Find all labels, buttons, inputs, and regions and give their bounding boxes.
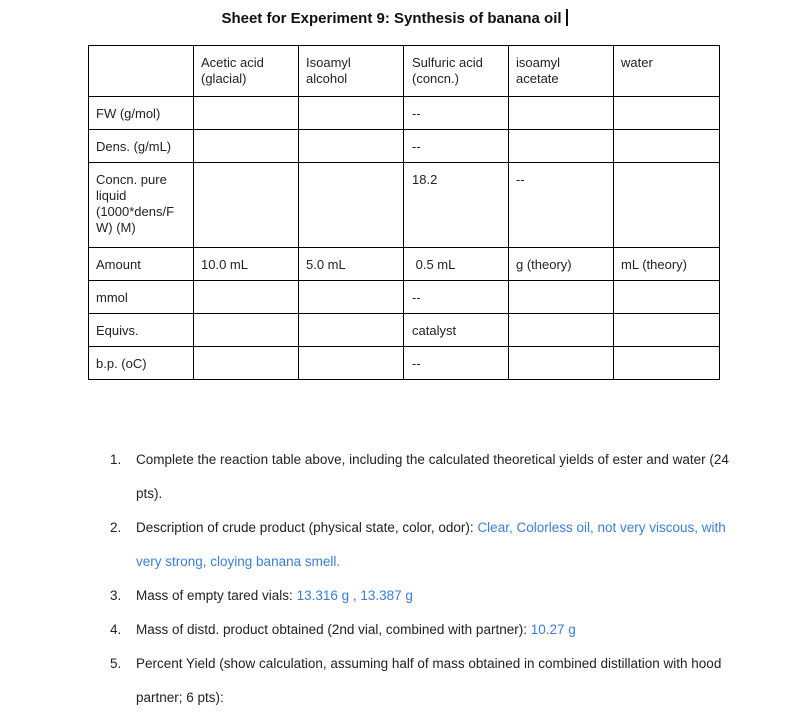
table-cell[interactable]: -- (404, 130, 509, 163)
table-cell[interactable] (194, 347, 299, 380)
table-cell[interactable] (194, 314, 299, 347)
row-label[interactable]: mmol (89, 281, 194, 314)
table-cell[interactable] (509, 281, 614, 314)
table-row-concentration (89, 163, 720, 248)
table-cell[interactable] (194, 130, 299, 163)
table-cell[interactable]: 10.0 mL (194, 248, 299, 281)
table-cell[interactable] (614, 347, 720, 380)
header-cell-sulfuric-acid[interactable]: Sulfuric acid (concn.) (404, 46, 509, 97)
header-cell-isoamyl-alcohol[interactable]: Isoamyl alcohol (299, 46, 404, 97)
header-cell-isoamyl-acetate[interactable]: isoamyl acetate (509, 46, 614, 97)
table-cell[interactable]: 18.2 (404, 163, 509, 248)
row-label[interactable]: Concn. pure liquid (1000*dens/F W) (M) (89, 163, 194, 248)
question-text[interactable]: Complete the reaction table above, including the calculated theoretical yields of ester and water (24 pts). (136, 452, 729, 501)
table-row-fw (89, 97, 720, 130)
table-cell[interactable]: 0.5 mL (404, 248, 509, 281)
row-label[interactable]: b.p. (oC) (89, 347, 194, 380)
header-cell-blank[interactable] (89, 46, 194, 97)
table-cell[interactable] (194, 97, 299, 130)
table-cell[interactable] (299, 163, 404, 248)
table-cell[interactable]: -- (404, 347, 509, 380)
table-cell[interactable] (299, 314, 404, 347)
question-text[interactable]: Percent Yield (show calculation, assuming half of mass obtained in combined distillation with hood partner; 6 pts): (136, 656, 722, 705)
table-cell[interactable]: mL (theory) (614, 248, 720, 281)
table-cell[interactable] (614, 97, 720, 130)
question-item: 3. Mass of empty tared vials: 13.316 g , 13.387 g (110, 588, 413, 603)
table-cell[interactable] (614, 281, 720, 314)
table-cell[interactable]: -- (404, 281, 509, 314)
table-cell[interactable] (509, 130, 614, 163)
table-cell[interactable] (614, 314, 720, 347)
table-row-boiling-point (89, 347, 720, 380)
question-item: 1. Complete the reaction table above, including the calculated theoretical yields of ester and water (24 pts). (110, 452, 729, 501)
answer-text[interactable]: 10.27 g (530, 622, 576, 637)
answer-text[interactable]: Clear, Colorless oil, not very viscous, with very strong, cloying banana smell. (136, 520, 726, 569)
page-title: Sheet for Experiment 9: Synthesis of banana oil (0, 9, 789, 27)
row-label[interactable]: Amount (89, 248, 194, 281)
question-text[interactable]: Mass of distd. product obtained (2nd vial, combined with partner): (136, 622, 527, 637)
table-cell[interactable] (194, 163, 299, 248)
question-text[interactable]: Description of crude product (physical state, color, odor): (136, 520, 474, 535)
table-cell[interactable] (299, 281, 404, 314)
table-cell[interactable]: -- (404, 97, 509, 130)
row-label[interactable]: FW (g/mol) (89, 97, 194, 130)
question-list (110, 443, 730, 715)
table-cell[interactable] (299, 347, 404, 380)
table-row-mmol (89, 281, 720, 314)
table-cell[interactable]: g (theory) (509, 248, 614, 281)
table-cell[interactable] (509, 347, 614, 380)
table-row-equivs (89, 314, 720, 347)
table-cell[interactable] (509, 314, 614, 347)
table-cell[interactable] (509, 97, 614, 130)
table-cell[interactable]: catalyst (404, 314, 509, 347)
table-cell[interactable]: -- (509, 163, 614, 248)
table-cell[interactable] (194, 281, 299, 314)
reaction-table (88, 45, 720, 380)
table-cell[interactable] (299, 97, 404, 130)
question-item: 2. Description of crude product (physical state, color, odor): Clear, Colorless oil, not very viscous, with very strong, cloying banana smell. (110, 520, 726, 569)
table-cell[interactable] (614, 130, 720, 163)
table-cell[interactable] (299, 130, 404, 163)
table-row-density (89, 130, 720, 163)
table-cell[interactable] (614, 163, 720, 248)
question-item: 4. Mass of distd. product obtained (2nd vial, combined with partner): 10.27 g (110, 622, 576, 637)
table-row-amount (89, 248, 720, 281)
header-cell-water[interactable]: water (614, 46, 720, 97)
table-cell[interactable]: 5.0 mL (299, 248, 404, 281)
question-item: 5. Percent Yield (show calculation, assuming half of mass obtained in combined distillation with hood partner; 6 pts): (110, 656, 722, 705)
table-header-row (89, 46, 720, 97)
text-cursor (566, 9, 568, 26)
header-cell-acetic-acid[interactable]: Acetic acid (glacial) (194, 46, 299, 97)
answer-text[interactable]: 13.316 g , 13.387 g (296, 588, 413, 603)
row-label[interactable]: Dens. (g/mL) (89, 130, 194, 163)
row-label[interactable]: Equivs. (89, 314, 194, 347)
question-text[interactable]: Mass of empty tared vials: (136, 588, 293, 603)
